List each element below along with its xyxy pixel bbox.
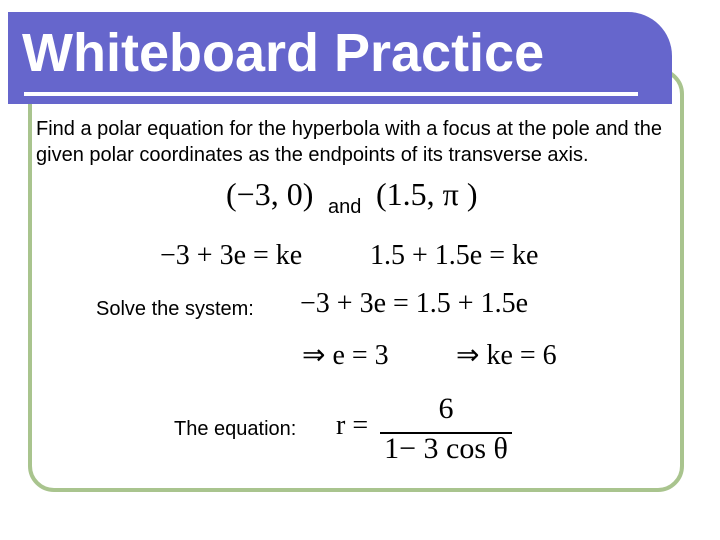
slide-title: Whiteboard Practice <box>22 23 545 83</box>
and-connector: and <box>328 196 362 218</box>
equation-2: 1.5 + 1.5e = ke <box>370 240 539 271</box>
title-underline <box>24 92 638 96</box>
answer-lhs: r = <box>336 410 369 441</box>
answer-numerator: 6 <box>438 392 454 425</box>
solve-label: Solve the system: <box>96 298 254 320</box>
result-e: ⇒ e = 3 <box>302 340 389 371</box>
problem-statement: Find a polar equation for the hyperbola with a focus at the pole and the given polar coordinates as the endpoints of its transverse axis. <box>36 118 662 166</box>
answer-denominator: 1− 3 cos θ <box>384 432 508 465</box>
result-ke: ⇒ ke = 6 <box>456 340 557 371</box>
equation-label: The equation: <box>174 418 297 440</box>
point-1: (−3, 0) <box>226 176 314 212</box>
answer-fraction <box>380 392 512 472</box>
system-equation: −3 + 3e = 1.5 + 1.5e <box>300 288 529 319</box>
point-2: (1.5, π ) <box>376 176 478 212</box>
equation-1: −3 + 3e = ke <box>160 240 303 271</box>
